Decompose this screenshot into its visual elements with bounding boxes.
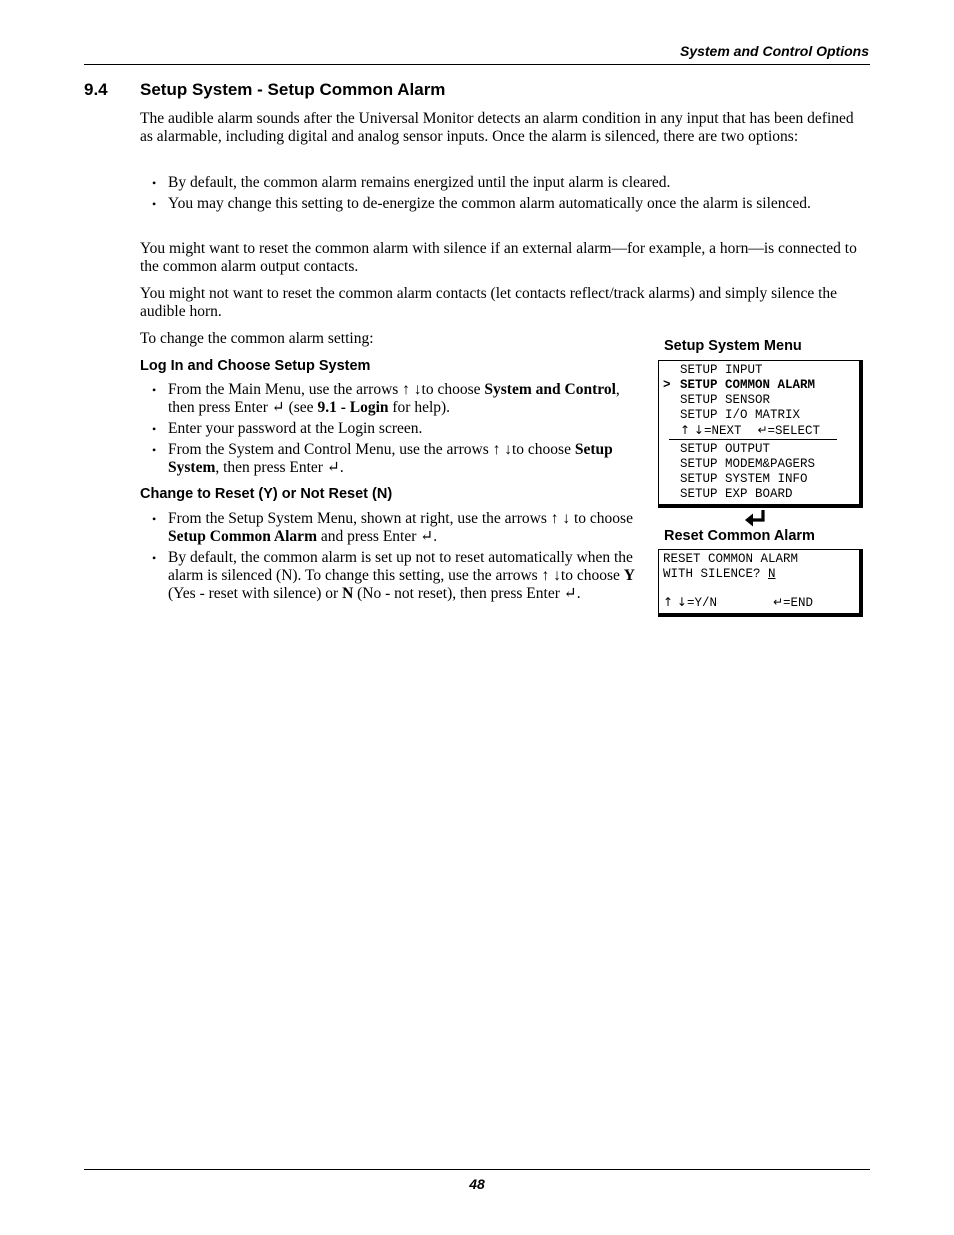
intro-paragraph: The audible alarm sounds after the Universal Monitor detects an alarm condition in any input that has been defined as alarmable, including digital and analog sensor inputs. Once the alarm is silenced, there are two options: xyxy=(140,110,854,145)
menu-line: SETUP SYSTEM INFO xyxy=(680,472,808,486)
section-number: 9.4 xyxy=(84,80,108,99)
running-header: System and Control Options xyxy=(679,43,869,59)
menu-line: SETUP OUTPUT xyxy=(680,442,771,456)
change-paragraph: To change the common alarm setting: xyxy=(140,330,374,347)
reset-line-2: WITH SILENCE? N xyxy=(663,567,776,581)
menu-line: SETUP MODEM&PAGERS xyxy=(680,457,816,471)
login-steps xyxy=(152,381,642,477)
reset-paragraph: You might want to reset the common alarm with silence if an external alarm—for example, a horn—is connected to the common alarm output contacts. xyxy=(140,240,857,275)
list-item: • From the System and Control Menu, use the arrows ↑ ↓to choose Setup System, then press Enter ↵. xyxy=(152,441,613,476)
reset-common-alarm-screen xyxy=(658,549,863,617)
page-number: 48 xyxy=(469,1176,485,1192)
reset-nav-line: ↑ ↓=Y/N ↵=END xyxy=(663,595,814,610)
noreset-paragraph: You might not want to reset the common alarm contacts (let contacts reflect/track alarms) and simply silence the audible horn. xyxy=(140,285,838,320)
list-item: • You may change this setting to de-energize the common alarm automatically once the alarm is silenced. xyxy=(152,195,811,212)
menu-line: SETUP I/O MATRIX xyxy=(680,408,801,422)
enter-arrow-icon xyxy=(744,508,768,528)
section-heading xyxy=(84,80,445,100)
reset-screen-title: Reset Common Alarm xyxy=(664,528,815,544)
list-item: • From the Setup System Menu, shown at right, use the arrows ↑ ↓ to choose Setup Common Alarm and press Enter ↵. xyxy=(152,510,633,545)
setup-system-menu-screen xyxy=(658,360,863,508)
list-item: • By default, the common alarm is set up not to reset automatically when the alarm is silenced (N). To change this setting, use the arrows ↑ ↓to choose Y (Yes - reset with silence) or N (No - not reset), then press Enter ↵. xyxy=(152,549,635,602)
menu-divider xyxy=(669,439,837,440)
reset-value: N xyxy=(768,567,776,581)
menu-screen-title: Setup System Menu xyxy=(664,338,802,354)
list-item: • By default, the common alarm remains energized until the input alarm is cleared. xyxy=(152,174,671,191)
change-steps xyxy=(152,510,642,603)
section-title: Setup System - Setup Common Alarm xyxy=(140,80,446,99)
reset-line-1: RESET COMMON ALARM xyxy=(663,552,799,566)
header-rule xyxy=(84,64,870,65)
footer-rule xyxy=(84,1169,870,1170)
menu-line-selected: > SETUP COMMON ALARM xyxy=(663,378,816,392)
list-item: • From the Main Menu, use the arrows ↑ ↓to choose System and Control, then press Enter ↵ (see 9.1 - Login for help). xyxy=(152,381,620,416)
list-item: • Enter your password at the Login screen. xyxy=(152,420,423,437)
menu-line: SETUP SENSOR xyxy=(680,393,771,407)
change-heading: Change to Reset (Y) or Not Reset (N) xyxy=(140,486,393,502)
login-heading: Log In and Choose Setup System xyxy=(140,358,371,374)
menu-nav-line: ↑ ↓=NEXT ↵=SELECT xyxy=(680,423,821,438)
options-list xyxy=(152,174,868,213)
menu-line: SETUP EXP BOARD xyxy=(680,487,793,501)
menu-line: SETUP INPUT xyxy=(680,363,763,377)
